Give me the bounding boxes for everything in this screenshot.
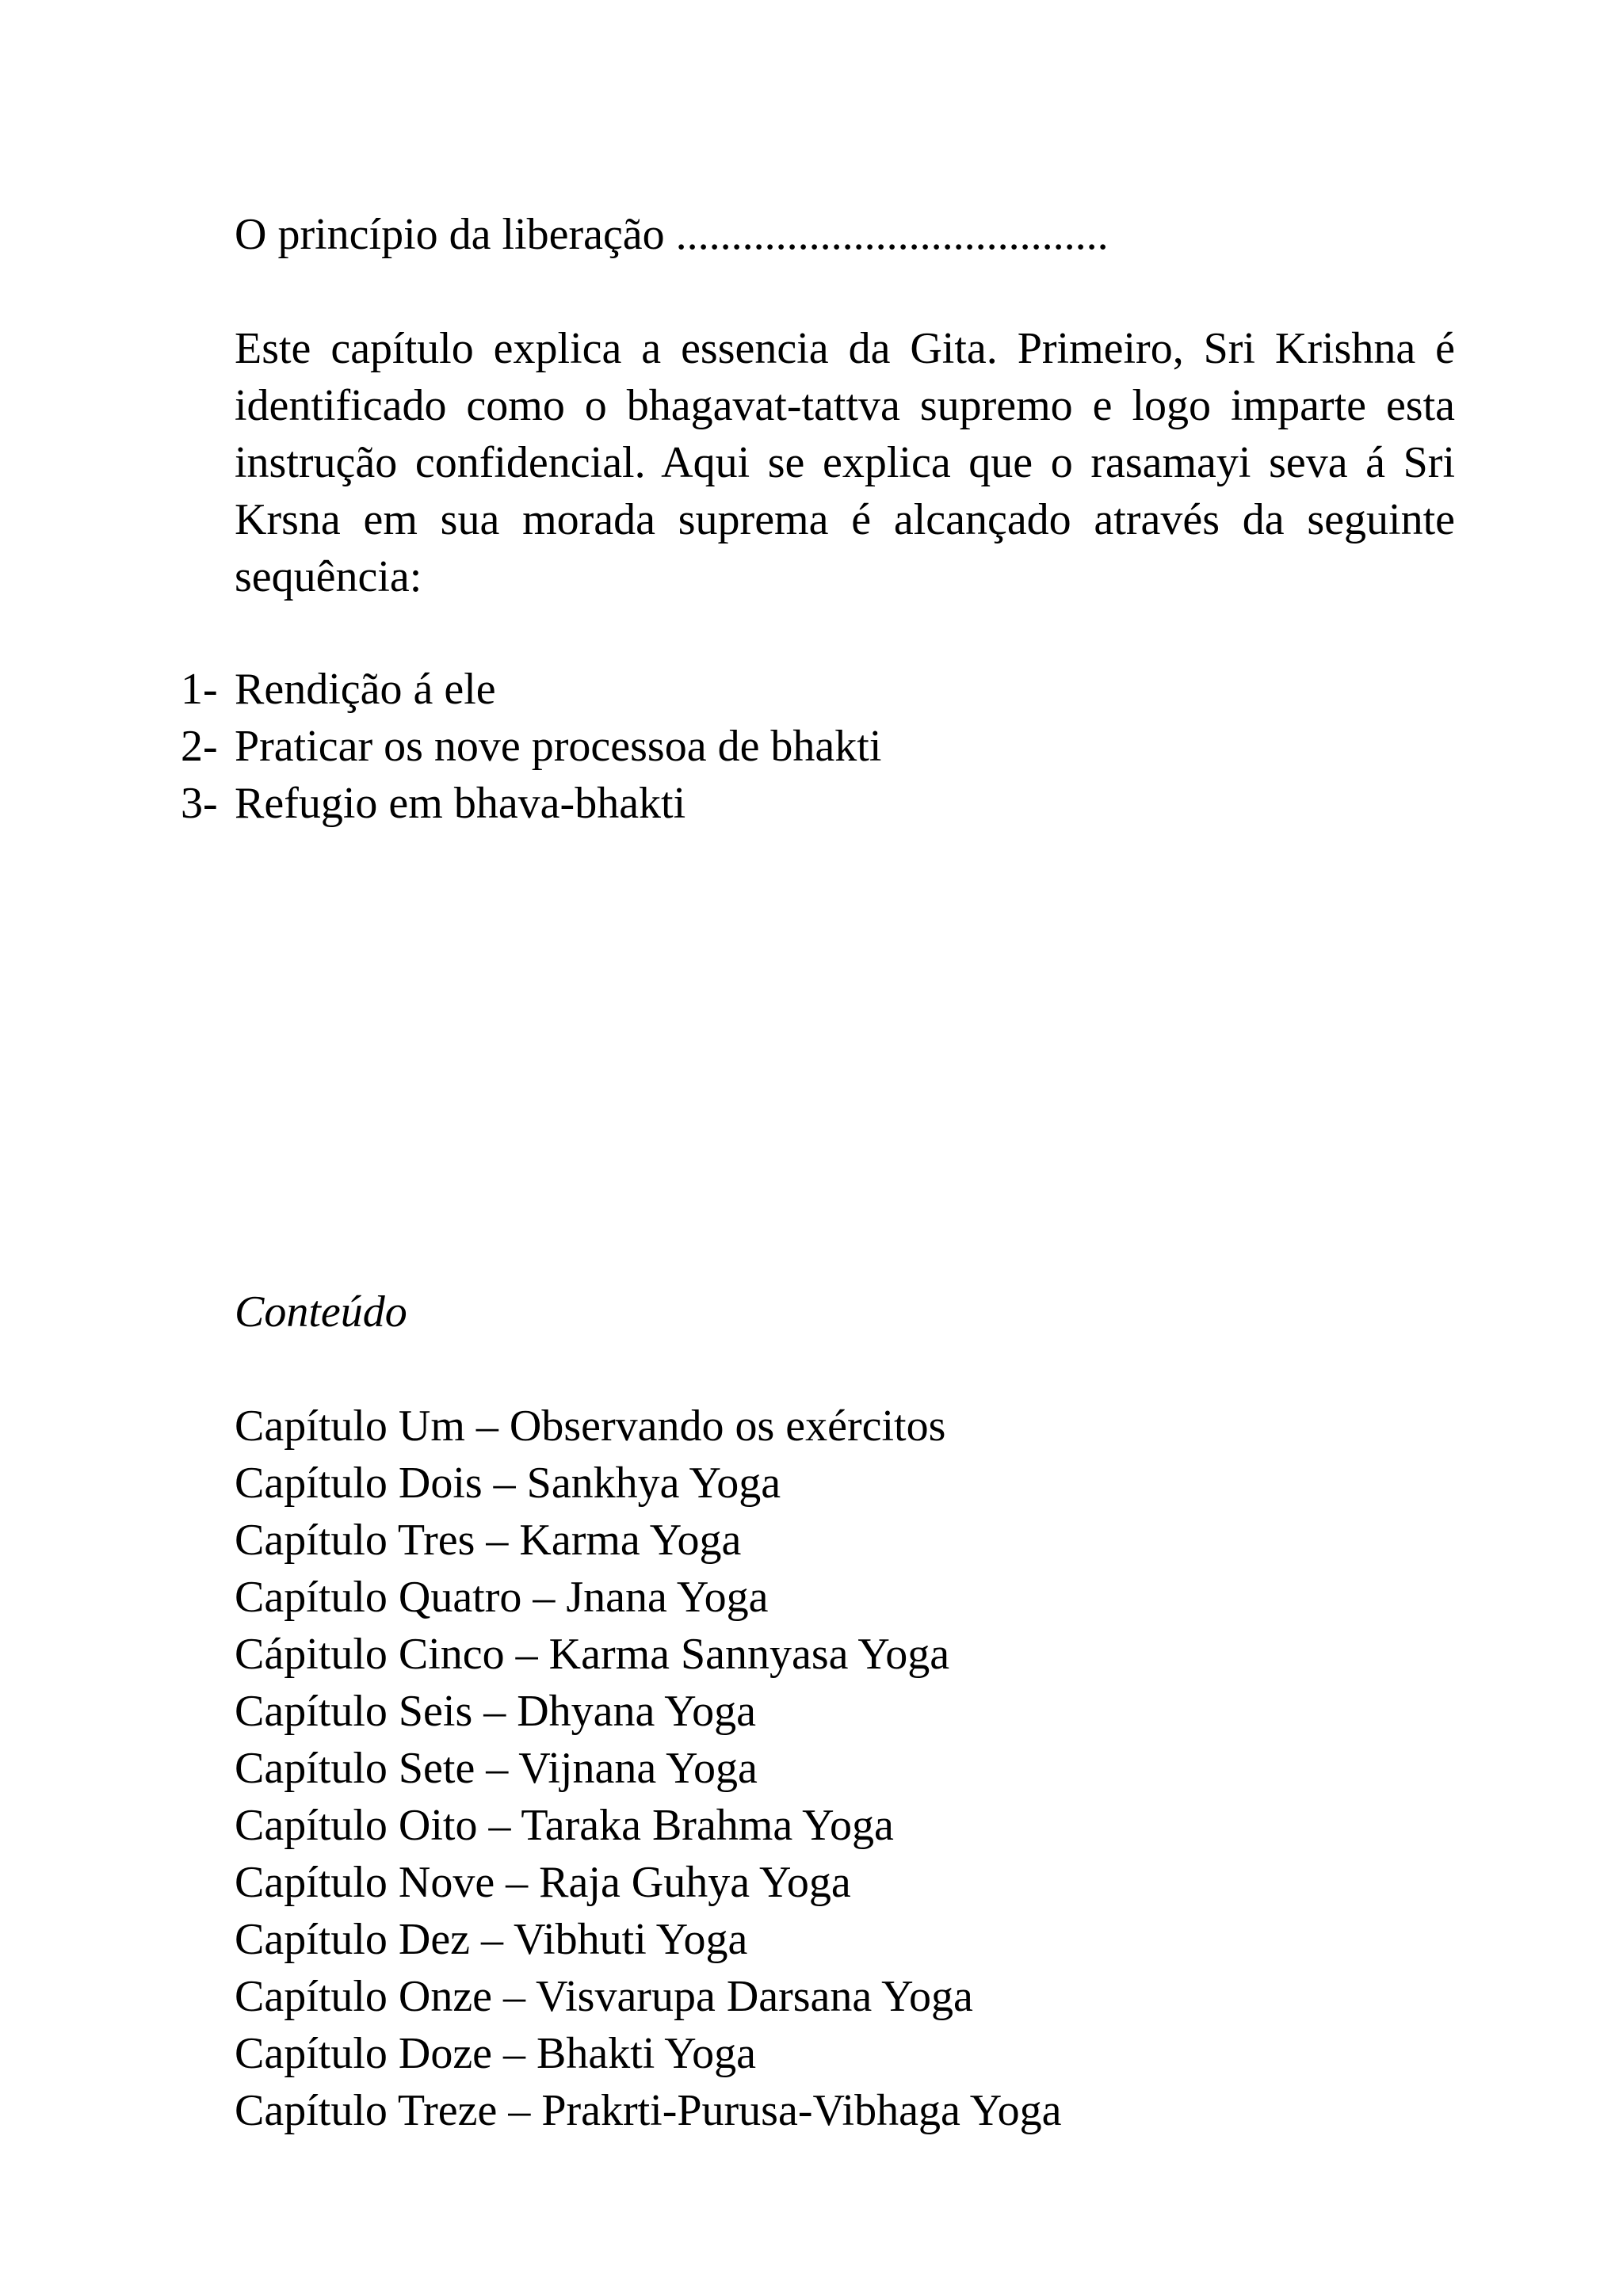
chapter-item: Capítulo Dois – Sankhya Yoga (235, 1459, 781, 1508)
step-number: 2- (181, 722, 218, 771)
step-number: 1- (181, 665, 218, 714)
chapter-item: Capítulo Oito – Taraka Brahma Yoga (235, 1801, 894, 1850)
list-item (181, 718, 1449, 775)
chapter-item: Capítulo Seis – Dhyana Yoga (235, 1687, 756, 1736)
chapter-item: Capítulo Dez – Vibhuti Yoga (235, 1915, 748, 1964)
chapter-list (235, 1398, 1455, 2139)
chapter-item: Capítulo Nove – Raja Guhya Yoga (235, 1858, 851, 1907)
contents-title: Conteúdo (235, 1287, 407, 1337)
chapter-item: Capítulo Um – Observando os exércitos (235, 1402, 946, 1451)
chapter-item: Cápitulo Cinco – Karma Sannyasa Yoga (235, 1630, 950, 1679)
chapter-item: Capítulo Tres – Karma Yoga (235, 1516, 742, 1565)
section-heading-line: O princípio da liberação ....................................... (235, 210, 1109, 259)
chapter-item: Capítulo Quatro – Jnana Yoga (235, 1573, 769, 1622)
step-number: 3- (181, 779, 218, 828)
steps-list (181, 661, 1449, 832)
intro-paragraph: Este capítulo explica a essencia da Gita. Primeiro, Sri Krishna é identificado como o bhagavat-tattva supremo e logo imparte esta instrução confidencial. Aqui se explica que o rasamayi seva á Sri Krsna em sua morada suprema é alcançado através da seguinte sequência: (235, 324, 1455, 601)
list-item (181, 775, 1449, 832)
list-item (181, 661, 1449, 718)
step-text: Refugio em bhava-bhakti (235, 779, 686, 828)
chapter-item: Capítulo Doze – Bhakti Yoga (235, 2029, 756, 2078)
chapter-item: Capítulo Treze – Prakrti-Purusa-Vibhaga Yoga (235, 2086, 1062, 2135)
step-text: Rendição á ele (235, 665, 496, 714)
chapter-item: Capítulo Onze – Visvarupa Darsana Yoga (235, 1972, 973, 2021)
step-text: Praticar os nove processoa de bhakti (235, 722, 882, 771)
chapter-item: Capítulo Sete – Vijnana Yoga (235, 1744, 758, 1793)
